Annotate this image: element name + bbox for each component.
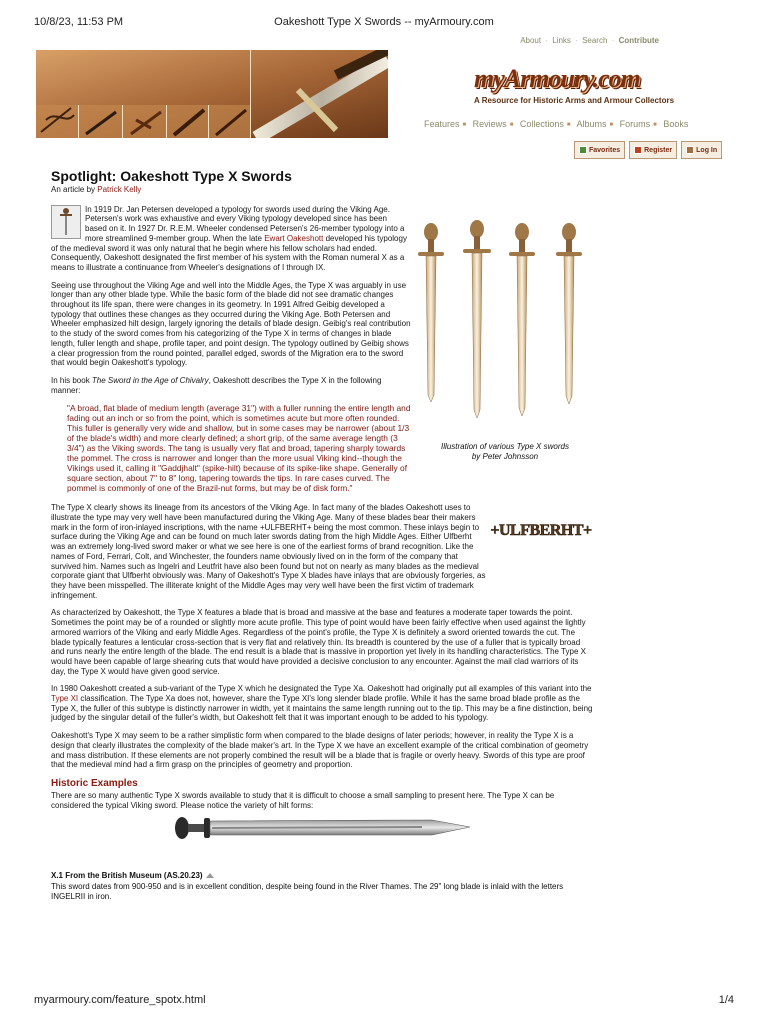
ulfberht-image-text: +ULFBERHT+	[490, 522, 592, 539]
separator: ·	[611, 36, 615, 45]
intro-column	[51, 205, 411, 494]
example-sword-image[interactable]	[172, 808, 472, 854]
historic-examples-heading: Historic Examples	[51, 777, 138, 789]
nav-features[interactable]: Features	[424, 119, 460, 129]
print-url: myarmoury.com/feature_spotx.html	[34, 994, 206, 1006]
favorites-button[interactable]	[574, 141, 625, 159]
nav-collections[interactable]: Collections	[519, 119, 564, 129]
logo-wordmark: myArmoury.com	[474, 64, 640, 93]
author-link[interactable]: Patrick Kelly	[97, 185, 142, 194]
nav-bullet-icon: ■	[609, 121, 614, 128]
type-xi-link[interactable]: Type XI	[51, 694, 79, 704]
paragraph-examples-intro: There are so many authentic Type X swords available to study that it is difficult to choose a small sampling to present here. The Type X can be considered the typical Viking sword. Please notice the variety of hilt forms:	[51, 790, 555, 810]
intro-text-b: developed his typology of the medieval sword it was only natural that he begin where his fellow scholars had ended. Consequently, Oakeshott designated the first member of his system with the Roman numeral X as a means to illustrate a continuance from Wheeler's designations of I through IX.	[51, 233, 407, 272]
intro-text-a: In 1919 Dr. Jan Petersen developed a typology for swords used during the Viking Age. Petersen's work was exhaustive and every Viking typology developed since has been based on it. In 1927 Dr. R.E.M. Wheeler condensed Petersen's 26-member typology into a more streamlined 9-member group. When the late	[85, 204, 405, 243]
print-date: 10/8/23, 11:53 PM	[34, 16, 124, 28]
user-buttons	[574, 141, 722, 159]
login-button[interactable]	[681, 141, 722, 159]
top-links	[519, 36, 660, 45]
about-link[interactable]: About	[520, 36, 542, 45]
print-page-title: Oakeshott Type X Swords -- myArmoury.com	[274, 16, 494, 28]
nav-bullet-icon: ■	[462, 121, 467, 128]
nav-forums[interactable]: Forums	[619, 119, 651, 129]
favorites-icon	[579, 146, 587, 154]
oakeshott-quote: "A broad, flat blade of medium length (average 31") with a fuller running the entire length and fading out an inch or so from the point, which is sometimes acute but more often rounded. This fuller is generally very wide and shallow, but in some cases may be narrower (about 1/3 of the blade's width) and more clearly defined; a short grip, of the same average length (3 3/4") as the Viking swords. The tang is usually very flat and broad, tapering sharply towards the pommel. The cross is narrower and longer than the more usual Viking kind--though the Vikings used it, calling it "Gaddjhalt" (spike-hilt) because of its spike-like shape. Generally of square section, about 7" to 8" long, tapering towards the tips. In rare cases curved. The pommel is commonly of one of the Brazil-nut forms, but may be of disk form."	[67, 403, 411, 494]
byline-prefix: An article by	[51, 185, 98, 194]
paragraph-book-intro	[51, 376, 411, 395]
nav-bullet-icon: ■	[653, 121, 657, 128]
favorites-label: Favorites	[589, 146, 621, 154]
paragraph-intro	[51, 205, 411, 273]
print-footer	[34, 994, 734, 1008]
sword-thumbnail-icon	[51, 205, 81, 239]
body-column	[51, 503, 593, 810]
book-intro-b: , Oakeshott describes the Type X in the following manner:	[51, 375, 382, 395]
book-intro-a: In his book	[51, 375, 92, 385]
logo-tagline: A Resource for Historic Arms and Armour Collectors	[474, 96, 675, 105]
illustration-caption: Illustration of various Type X swords by Peter Johnsson	[441, 442, 569, 461]
type-xa-b: classification. The Type Xa does not, however, share the Type XI's long slender blade profile. While it has the same broad blade profile as the Type X, the fuller of this subtype is distinctly narrower in width, yet it maintains the same length running out to the tip. This may be a fine distinction, being judged by the singular detail of the fuller's width, but Oakeshott felt that it was important enough to be added to his typology.	[51, 694, 593, 723]
paragraph-conclusion: Oakeshott's Type X may seem to be a rather simplistic form when compared to the blade designs of later periods; however, in reality the Type X is a design that clearly illustrates the complexity of the blade maker's art. In the Type X we have an excellent example of the critical combination of geometry and mass distribution. If these elements are not properly combined the result will be a blade that is fragile or overly heavy. Swords of this type are proof that the medieval mind had a firm grasp on the principles of geometry and proportion.	[51, 731, 589, 770]
example-1-title	[51, 871, 214, 880]
links-link[interactable]: Links	[552, 36, 571, 45]
login-icon	[686, 146, 694, 154]
print-header	[34, 16, 734, 30]
back-to-top-icon[interactable]	[206, 873, 214, 878]
paragraph-geibig: Seeing use throughout the Viking Age and well into the Middle Ages, the Type X was arguably in use longer than any other blade type. While the basic form of the blade did not see dramatic changes throughout its life span, there were changes in its geometry. In 1991 Alfred Geibig developed a typology that outlines these changes as they occurred during the Viking Age. Both Petersen and Wheeler emphasized hilt design, largely ignoring the details of blade design. Geibig's real contribution to the study of the sword comes from his categorizing of the Type X in terms of changes in blade length, fuller length and shape, profile taper, and point design. The typology outlined by Geibig shows a clear progression from the round pointed, parallel edged, swords of the Migration era to the sword that would begin Oakeshott's typology.	[51, 280, 411, 368]
register-icon	[634, 146, 642, 154]
paragraph-type-xa	[51, 684, 593, 723]
main-nav	[424, 119, 690, 129]
article-byline	[51, 185, 731, 195]
ewart-oakeshott-link[interactable]: Ewart Oakeshott	[264, 233, 324, 243]
nav-albums[interactable]: Albums	[576, 119, 607, 129]
site-logo[interactable]	[474, 64, 675, 105]
header-banner-image	[36, 50, 388, 138]
type-xa-a: In 1980 Oakeshott created a sub-variant of the Type X which he designated the Type Xa. Oakeshott had originally put all examples of this variant into the	[51, 684, 592, 694]
separator: ·	[545, 36, 548, 45]
article-title: Spotlight: Oakeshott Type X Swords	[51, 168, 292, 184]
contribute-link[interactable]: Contribute	[618, 36, 659, 45]
separator: ·	[575, 36, 578, 45]
nav-bullet-icon: ■	[509, 121, 514, 128]
register-button[interactable]	[629, 141, 677, 159]
print-page-number: 1/4	[718, 994, 734, 1006]
nav-reviews[interactable]: Reviews	[472, 119, 507, 129]
nav-books[interactable]: Books	[663, 119, 689, 129]
nav-bullet-icon: ■	[566, 121, 571, 128]
example-1-description: This sword dates from 900-950 and is in excellent condition, despite being found in the River Thames. The 29" long blade is inlaid with the letters INGELRII in iron.	[51, 882, 564, 901]
register-label: Register	[644, 146, 673, 154]
example-1-title-text: X.1 From the British Museum (AS.20.23)	[51, 871, 203, 880]
login-label: Log In	[696, 146, 718, 154]
type-x-swords-illustration[interactable]	[415, 220, 590, 420]
book-title: The Sword in the Age of Chivalry	[91, 375, 209, 385]
paragraph-characteristics: As characterized by Oakeshott, the Type X features a blade that is broad and massive at the base and features a moderate taper towards the point. Sometimes the point may be of a rounded or slightly more acute profile. This type of point would have been fairly effective when used against the lightly armored warriors of the Viking and early Middle Ages. Regardless of the point's profile, the Type X is definitely a sword oriented towards the cut. The blade typically features a lenticular cross-section that is very flat and relatively thin. Its breadth is countered by the use of a fuller that is typically broad and runs nearly the entire length of the blade. The end result is a blade that is massive in proportion yet lively in its handling characteristics. The Type X would have been capable of large shearing cuts that would have provided a decisive conclusion to any encounter. Against the mail clad warriors of its day, the Type X would have given good service.	[51, 608, 586, 676]
ulfberht-inscription-image	[489, 518, 593, 540]
search-link[interactable]: Search	[582, 36, 608, 45]
paragraph-ulfberht: The Type X clearly shows its lineage from its ancestors of the Viking Age. In fact many of the blades Oakeshott uses to illustrate the type may very well have been manufactured during the Viking Age. Many of these blades bear their makers mark in the form of iron-inlayed inscriptions, with the name +ULFBERHT+ being the most common. These inlays begin to surface during the Viking Age and can be found on much later swords dating from the high Middle Ages. Either Ulfberht was an extremely long-lived sword maker or what we see here is one of the earliest forms of brand recognition. Like the names of Ford, Ferrari, Colt, and Winchester, the founders name obviously lived on in the form of the company that survived him. Names such as Ingelri and Leutfrit have also been found but not on nearly as many blades as the medieval corporate giant that Ulfberht obviously was. Many of Oakeshott's Type X blades have inlays that are obviously forgeries, as they have been misspelled. The illiterate knight of the Middle Ages may very well have been the first victim of trademark infringement.	[51, 503, 486, 600]
article-content	[51, 168, 731, 818]
